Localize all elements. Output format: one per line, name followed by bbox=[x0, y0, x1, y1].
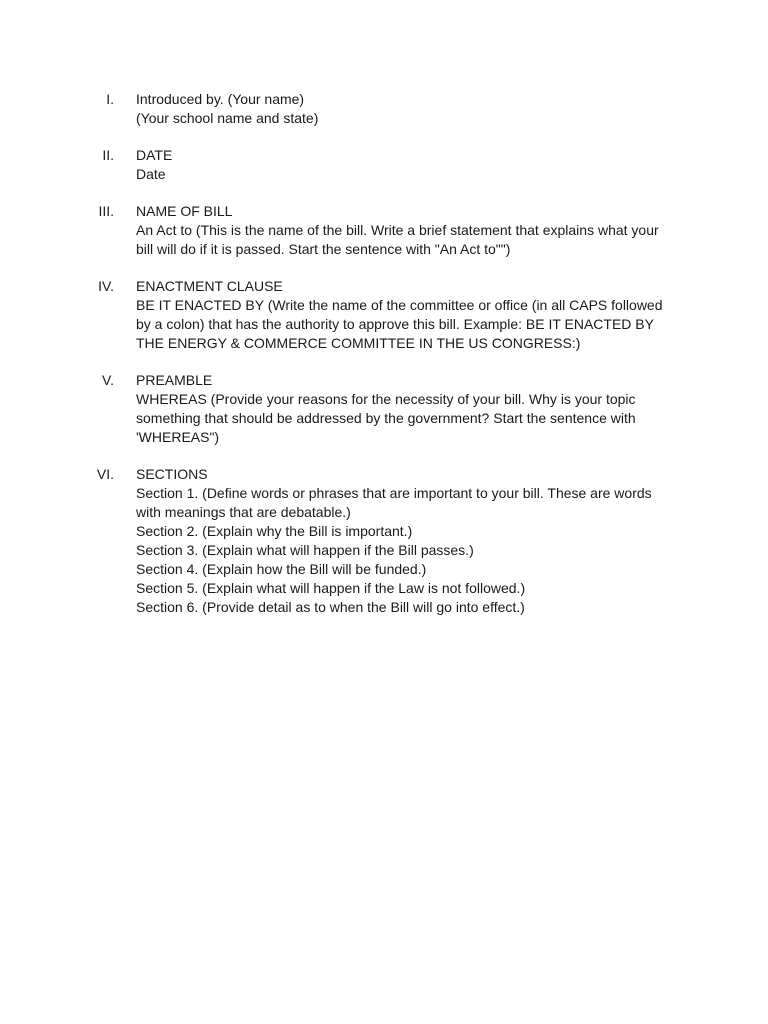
section-numeral: V. bbox=[102, 372, 114, 388]
document-page bbox=[0, 90, 768, 635]
section-content bbox=[136, 202, 676, 259]
section-line: Section 3. (Explain what will happen if the Bill passes.) bbox=[136, 542, 474, 558]
section-line: Date bbox=[136, 166, 166, 182]
section-content bbox=[136, 371, 676, 447]
section-line: BE IT ENACTED BY (Write the name of the committee or office (in all CAPS followed by a colon) that has the authority to approve this bill. Example: BE IT ENACTED BY THE ENERGY & COMMERCE COMMITTEE IN THE US CONGRESS:) bbox=[136, 297, 667, 351]
section-content bbox=[136, 146, 676, 184]
section-numeral: IV. bbox=[98, 278, 114, 294]
section-line: Section 4. (Explain how the Bill will be funded.) bbox=[136, 561, 427, 577]
section-line: Section 2. (Explain why the Bill is important.) bbox=[136, 523, 413, 539]
section-heading: NAME OF BILL bbox=[136, 203, 233, 219]
section-content bbox=[136, 277, 676, 353]
section-numeral: III. bbox=[98, 203, 114, 219]
section-line: WHEREAS (Provide your reasons for the necessity of your bill. Why is your topic something that should be addressed by the government? Start the sentence with 'WHEREAS") bbox=[136, 391, 640, 445]
outline-section-enactment-clause bbox=[0, 277, 768, 353]
section-heading: PREAMBLE bbox=[136, 372, 213, 388]
outline-section-introduced-by bbox=[0, 90, 768, 128]
section-numeral: I. bbox=[106, 91, 114, 107]
section-line: Section 6. (Provide detail as to when the Bill will go into effect.) bbox=[136, 599, 525, 615]
section-heading: ENACTMENT CLAUSE bbox=[136, 278, 283, 294]
outline-section-sections bbox=[0, 465, 768, 617]
section-heading: DATE bbox=[136, 147, 173, 163]
section-line: (Your school name and state) bbox=[136, 110, 319, 126]
section-line: Section 1. (Define words or phrases that are important to your bill. These are words with meanings that are debatable.) bbox=[136, 485, 656, 520]
section-line: An Act to (This is the name of the bill. Write a brief statement that explains what your bill will do if it is passed. Start the sentence with "An Act to"") bbox=[136, 222, 663, 257]
section-line: Section 5. (Explain what will happen if the Law is not followed.) bbox=[136, 580, 526, 596]
outline-section-preamble bbox=[0, 371, 768, 447]
section-content bbox=[136, 465, 676, 617]
section-content bbox=[136, 90, 676, 128]
section-heading: SECTIONS bbox=[136, 466, 208, 482]
outline-section-date bbox=[0, 146, 768, 184]
section-numeral: VI. bbox=[96, 466, 114, 482]
outline-section-name-of-bill bbox=[0, 202, 768, 259]
section-numeral: II. bbox=[102, 147, 114, 163]
section-heading: Introduced by. (Your name) bbox=[136, 91, 305, 107]
